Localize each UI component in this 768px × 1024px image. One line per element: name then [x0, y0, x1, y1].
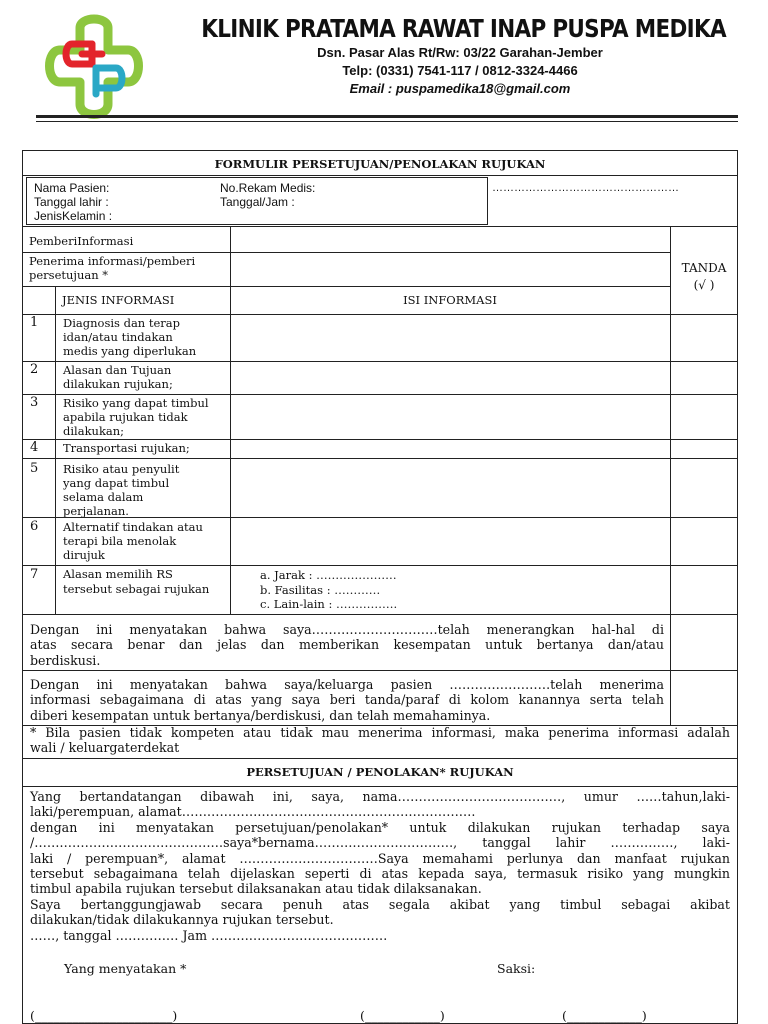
patient-dob-label: Tanggal lahir :: [34, 195, 109, 209]
consent-line-9: dilakukan/tidak dilakukannya rujukan tersebut.: [30, 912, 334, 928]
row-5-line-2: yang dapat timbul: [63, 476, 170, 490]
note-line-1: * Bila pasien tidak kompeten atau tidak mau menerima informasi, maka penerima informasi adalah: [30, 725, 730, 740]
row-4-line-1: Transportasi rujukan;: [63, 441, 190, 455]
col-isi-informasi: ISI INFORMASI: [403, 293, 497, 307]
row-5-line-3: selama dalam: [63, 490, 144, 504]
statement-1: [30, 622, 664, 668]
row-4-number: 4: [30, 440, 39, 455]
witness-signature-line-1: (____________): [360, 1008, 445, 1023]
patient-gender-label: JenisKelamin :: [34, 209, 113, 223]
row-3-line-3: dilakukan;: [63, 424, 125, 438]
row-1-line-3: medis yang diperlukan: [63, 344, 197, 358]
statement-2: [30, 677, 664, 723]
row-3-number: 3: [30, 395, 39, 410]
row-2-line-2: dilakukan rujukan;: [63, 377, 173, 391]
note-line-2: wali / keluargaterdekat: [30, 740, 180, 756]
signer-signature-line: (______________________): [30, 1008, 178, 1023]
consent-line-7: timbul apabila rujukan tersebut dilaksanakan atau tidak dilaksanakan.: [30, 881, 482, 897]
witness-signature-line-2: (____________): [562, 1008, 647, 1023]
consent-line-3: dengan ini menyatakan persetujuan/penolakan* untuk dilakukan rujukan terhadap saya: [30, 819, 730, 835]
row-6-line-1: Alternatif tindakan atau: [63, 520, 203, 534]
row-5-number: 5: [30, 461, 39, 476]
consent-line-6: tersebut sebagaimana telah dijelaskan seperti di atas kepada saya, termasuk risiko yang mungkin: [30, 866, 730, 882]
row-1-line-2: idan/atau tindakan: [63, 330, 173, 344]
penerima-label-2: persetujuan *: [29, 268, 109, 282]
witness-label: Saksi:: [497, 961, 536, 976]
row-1-line-1: Diagnosis dan terap: [63, 316, 181, 330]
row-2-number: 2: [30, 362, 39, 377]
consent-line-1: Yang bertandatangan dibawah ini, saya, nama…………………………………, umur ……tahun,laki-: [30, 789, 730, 804]
clinic-name: KLINIK PRATAMA RAWAT INAP PUSPA MEDIKA: [201, 14, 726, 43]
statement-2-line-2: informasi sebagaimana di atas yang saya beri tanda/paraf di kolom kanannya serta telah: [30, 692, 664, 708]
tanda-check: (√ ): [693, 278, 715, 292]
patient-record-label: No.Rekam Medis:: [220, 181, 316, 195]
row-5-line-1: Risiko atau penyulit: [63, 462, 180, 476]
statement-1-line-3: berdiskusi.: [30, 652, 101, 668]
note: [30, 725, 730, 756]
row-7-line-1: Alasan memilih RS: [63, 567, 173, 581]
consent-line-8: Saya bertanggungjawab secara penuh atas segala akibat yang timbul sebagai akibat: [30, 896, 730, 912]
row-1-number: 1: [30, 315, 39, 330]
patient-name-label: Nama Pasien:: [34, 181, 110, 195]
row-7-option-c: c. Lain-lain : …………….: [260, 597, 398, 611]
header-rule-thin: [36, 121, 738, 122]
statement-1-line-1: Dengan ini menyatakan bahwa saya…………………………telah menerangkan hal-hal di: [30, 622, 664, 637]
row-3-line-2: apabila rujukan tidak: [63, 410, 188, 424]
signer-label: Yang menyatakan *: [64, 961, 187, 976]
patient-datetime-label: Tanggal/Jam :: [220, 195, 295, 209]
form-title: FORMULIR PERSETUJUAN/PENOLAKAN RUJUKAN: [214, 157, 546, 171]
statement-1-line-2: atas secara benar dan jelas dan memberikan kesempatan untuk bertanya dan/atau: [30, 637, 664, 653]
row-3-line-1: Risiko yang dapat timbul: [63, 396, 209, 410]
clinic-phone: Telp: (0331) 7541-117 / 0812-3324-4466: [342, 63, 578, 78]
section-2-title: PERSETUJUAN / PENOLAKAN* RUJUKAN: [246, 765, 514, 779]
row-7-number: 7: [30, 567, 39, 582]
consent-line-4: /………………………………………saya*bernama……………………………, tanggal lahir ……………, laki-: [30, 835, 730, 851]
row-2-line-1: Alasan dan Tujuan: [63, 363, 172, 377]
row-6-line-3: dirujuk: [63, 548, 105, 562]
row-5-line-4: perjalanan.: [63, 504, 129, 518]
clinic-logo: [36, 14, 152, 120]
clinic-email: Email : puspamedika18@gmail.com: [349, 81, 571, 96]
header-rule: [36, 115, 738, 118]
statement-2-line-3: diberi kesempatan untuk bertanya/berdiskusi, dan telah memahaminya.: [30, 707, 491, 723]
statement-2-line-1: Dengan ini menyatakan bahwa saya/keluarga pasien ……………………telah menerima: [30, 677, 664, 692]
pemberi-label: PemberiInformasi: [29, 234, 134, 248]
consent-line-5: laki / perempuan*, alamat ……………………………Saya memahami perlunya dan manfaat rujukan: [30, 850, 730, 866]
tanda-label: TANDA: [681, 261, 727, 275]
clinic-address: Dsn. Pasar Alas Rt/Rw: 03/22 Garahan-Jember: [317, 45, 603, 60]
patient-dotted-line: ……………………………………………: [492, 182, 679, 194]
row-7-line-2: tersebut sebagai rujukan: [63, 582, 210, 596]
consent-line-10: ……, tanggal …………… Jam ……………………………………: [30, 927, 388, 943]
consent-text: [30, 789, 730, 943]
row-7-option-b: b. Fasilitas : …………: [260, 583, 381, 597]
row-6-line-2: terapi bila menolak: [63, 534, 177, 548]
penerima-label-1: Penerima informasi/pemberi: [29, 254, 196, 268]
row-6-number: 6: [30, 519, 39, 534]
col-jenis-informasi: JENIS INFORMASI: [62, 293, 175, 307]
consent-line-2: laki/perempuan, alamat…………………………………………………………….: [30, 804, 476, 820]
row-7-option-a: a. Jarak : …………………: [260, 568, 397, 582]
